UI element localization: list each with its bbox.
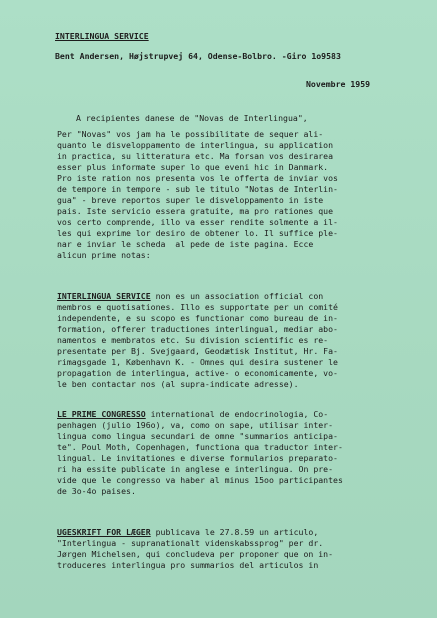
section-heading: LE PRIME CONGRESSO	[57, 409, 146, 419]
paragraph-line: vide que le congresso va haber al minus 15oo participantes	[57, 475, 343, 485]
paragraph-line: in practica, su litteratura etc. Ma forsan vos desirarea	[57, 151, 334, 161]
paragraph-line: LE PRIME CONGRESSO international de endocrinologia, Co-	[57, 409, 329, 419]
paragraph-line: "Interlingua - supranationalt videnskabssprog" per dr.	[57, 538, 324, 548]
paragraph-line: penhagen (julio 196o), va, como on sape, utilisar inter-	[57, 420, 334, 430]
organization-title: INTERLINGUA SERVICE	[55, 31, 149, 41]
paragraph-line: formation, offerer traductiones interlingual, mediar abo-	[57, 324, 338, 334]
paragraph-line: membros e quotisationes. Illo es supportate per un comité	[57, 302, 338, 312]
paragraph-line: vos certo comprende, illo va esser rendite solmente a il-	[57, 217, 338, 227]
paragraph-line: rimagsgade 1, København K. - Omnes qui desira sustener le	[57, 357, 338, 367]
section-heading: UGESKRIFT FOR LÆGER	[57, 527, 151, 537]
paragraph-line: les qui exprime lor desiro de obtener lo. Il suffice ple-	[57, 228, 338, 238]
paragraph-line: de 3o-4o paises.	[57, 486, 136, 496]
paragraph-line: le ben contactar nos (al supra-indicate adresse).	[57, 379, 299, 389]
paragraph-line: gua" - breve reportos super le disveloppamento in iste	[57, 195, 324, 205]
paragraph-line: namentos e membratos etc. Su division scientific es re-	[57, 335, 329, 345]
paragraph-line: de tempore in tempore - sub le titulo "Notas de Interlin-	[57, 184, 338, 194]
paragraph-line: lingual. Le invitationes e diverse formularios preparato-	[57, 453, 338, 463]
paragraph-line: quanto le disveloppamento de interlingua, su application	[57, 140, 334, 150]
paragraph-line: INTERLINGUA SERVICE non es un association official con	[57, 291, 324, 301]
paragraph-line: nar e inviar le scheda al pede de iste pagina. Ecce	[57, 239, 314, 249]
salutation: A recipientes danese de "Novas de Interlingua",	[76, 113, 308, 123]
paragraph-line: ri ha essite publicate in anglese e interlingua. On pre-	[57, 464, 334, 474]
paragraph-line: independente, e su scopo es functionar como bureau de in-	[57, 313, 338, 323]
paragraph-line: alicun prime notas:	[57, 250, 151, 260]
paragraph-line: propagation de interlingua, active- o economicamente, vo-	[57, 368, 338, 378]
paragraph-line: lingua como lingua secundari de omne "summarios anticipa-	[57, 431, 338, 441]
paragraph-line: te". Poul Moth, Copenhagen, functiona qua traductor inter-	[57, 442, 343, 452]
sender-address: Bent Andersen, Højstrupvej 64, Odense-Bolbro. -Giro 1o9583	[55, 51, 341, 61]
paragraph-line: troduceres interlingua pro summarios del articulos in	[57, 560, 319, 570]
paragraph-line: presentate per Bj. Svejgaard, Geodætisk Institut, Hr. Fa-	[57, 346, 338, 356]
paragraph-line: esser plus informate super lo que eveni hic in Danmark.	[57, 162, 329, 172]
paragraph-line: Per "Novas" vos jam ha le possibilitate de sequer ali-	[57, 129, 324, 139]
date-line: Novembre 1959	[306, 79, 371, 89]
paragraph-line: pais. Iste servicio essera gratuite, ma pro rationes que	[57, 206, 334, 216]
paragraph-line: UGESKRIFT FOR LÆGER publicava le 27.8.59 un articulo,	[57, 527, 319, 537]
paragraph-line: Pro iste ration nos presenta vos le offerta de inviar vos	[57, 173, 338, 183]
section-heading: INTERLINGUA SERVICE	[57, 291, 151, 301]
paragraph-line: Jørgen Michelsen, qui concludeva per proponer que on in-	[57, 549, 334, 559]
